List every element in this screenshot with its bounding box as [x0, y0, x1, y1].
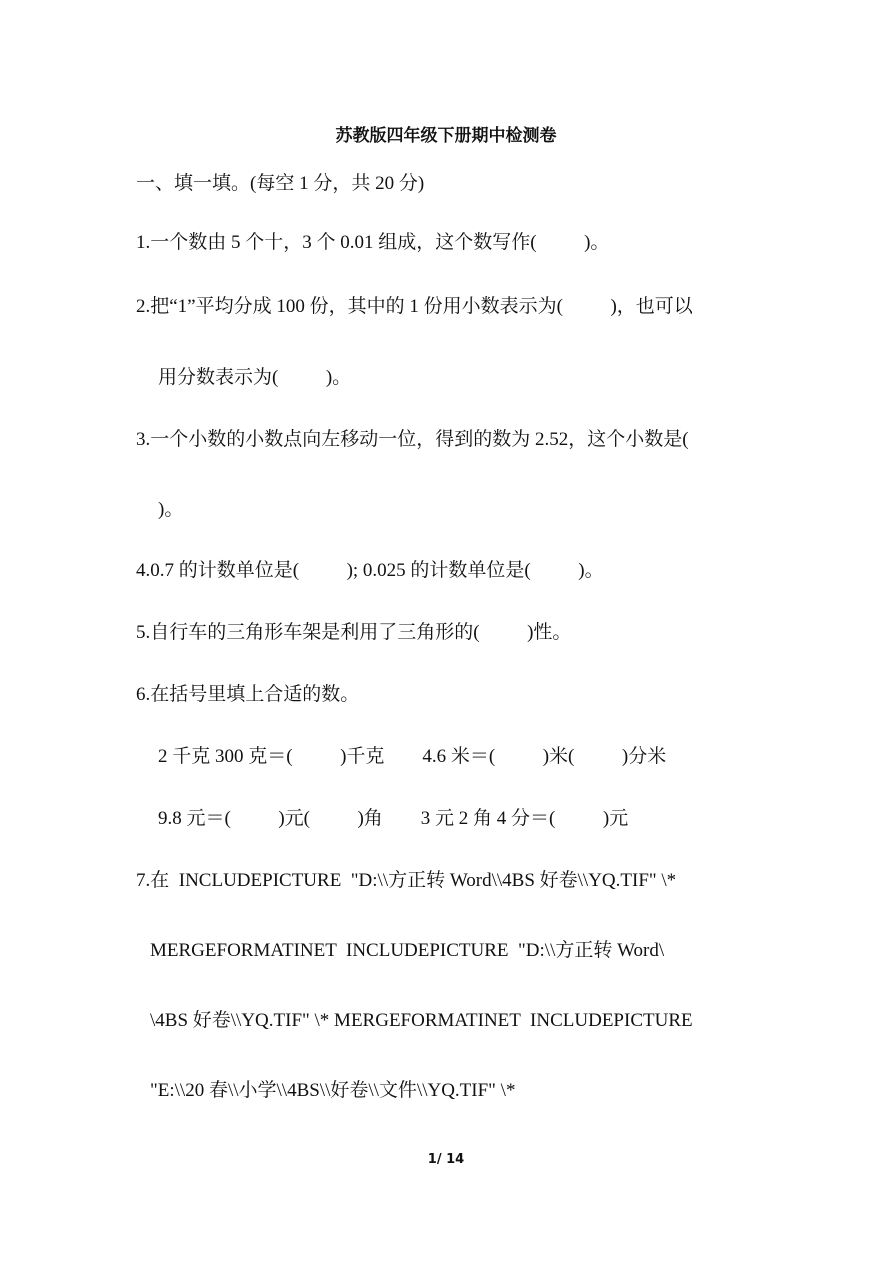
question-4: 4.0.7 的计数单位是( ); 0.025 的计数单位是( )。: [136, 560, 604, 581]
question-3-cont: )。: [158, 499, 184, 520]
question-2: 2.把“1”平均分成 100 份，其中的 1 份用小数表示为( )，也可以: [136, 296, 693, 317]
question-7: 7.在 INCLUDEPICTURE "D:\\方正转 Word\\4BS 好卷\\YQ.TIF" \*: [136, 870, 677, 891]
question-7-cont-1: MERGEFORMATINET INCLUDEPICTURE "D:\\方正转 Word\: [150, 940, 665, 961]
section-heading: 一、填一填。(每空 1 分，共 20 分): [136, 173, 425, 194]
page-number: 1/ 14: [427, 1152, 465, 1167]
question-5: 5.自行车的三角形车架是利用了三角形的( )性。: [136, 622, 572, 643]
question-7-cont-2: \4BS 好卷\\YQ.TIF" \* MERGEFORMATINET INCLUDEPICTURE: [150, 1010, 693, 1031]
document-title: 苏教版四年级下册期中检测卷: [335, 126, 557, 146]
question-6: 6.在括号里填上合适的数。: [136, 684, 360, 705]
question-6-row-2: 9.8 元＝( )元( )角 3 元 2 角 4 分＝( )元: [158, 808, 629, 829]
question-1: 1.一个数由 5 个十，3 个 0.01 组成，这个数写作( )。: [136, 232, 610, 253]
question-3: 3.一个小数的小数点向左移动一位，得到的数为 2.52，这个小数是(: [136, 429, 689, 450]
question-7-cont-3: "E:\\20 春\\小学\\4BS\\好卷\\文件\\YQ.TIF" \*: [150, 1080, 516, 1101]
question-6-row-1: 2 千克 300 克＝( )千克 4.6 米＝( )米( )分米: [158, 746, 667, 767]
question-2-cont: 用分数表示为( )。: [158, 367, 352, 388]
